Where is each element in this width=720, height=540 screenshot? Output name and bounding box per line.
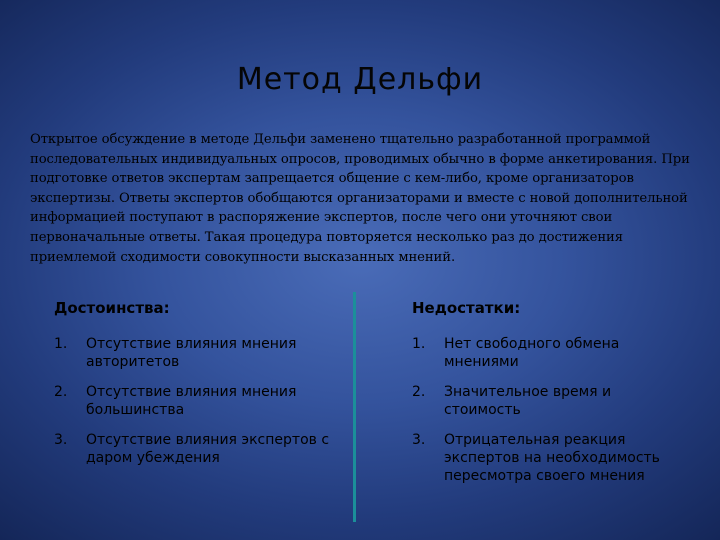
advantage-text: Отсутствие влияния мнения авторитетов: [86, 336, 297, 370]
disadvantages-heading: Недостатки:: [412, 299, 521, 317]
advantage-item: [54, 335, 344, 371]
disadvantage-number: 3.: [412, 432, 426, 448]
advantage-item: [54, 383, 344, 419]
disadvantages-column: [412, 297, 682, 497]
advantage-item: [54, 431, 344, 467]
advantages-heading: Достоинства:: [54, 299, 170, 317]
advantage-number: 2.: [54, 384, 68, 400]
disadvantage-item: [412, 431, 682, 485]
disadvantage-item: [412, 383, 682, 419]
disadvantage-item: [412, 335, 682, 371]
disadvantage-text: Значительное время и стоимость: [444, 384, 612, 418]
disadvantage-number: 2.: [412, 384, 426, 400]
disadvantage-number: 1.: [412, 336, 426, 352]
advantage-text: Отсутствие влияния мнения большинства: [86, 384, 297, 418]
disadvantage-text: Нет свободного обмена мнениями: [444, 336, 620, 370]
advantage-number: 3.: [54, 432, 68, 448]
disadvantage-text: Отрицательная реакция экспертов на необходимость пересмотра своего мнения: [444, 432, 660, 484]
advantage-number: 1.: [54, 336, 68, 352]
slide-title: Метод Дельфи: [236, 62, 484, 97]
column-divider: [353, 292, 356, 522]
advantages-column: [54, 297, 344, 479]
advantage-text: Отсутствие влияния экспертов с даром убеждения: [86, 432, 330, 466]
intro-paragraph: Открытое обсуждение в методе Дельфи заменено тщательно разработанной программой последовательных индивидуальных опросов, проводимых обычно в форме анкетирования. При подготовке ответов экспертам запрещается общение с кем-либо, кроме организаторов экспертизы. Ответы экспертов обобщаются организаторами и вместе с новой дополнительной информацией поступают в распоряжение экспертов, после чего они уточняют свои первоначальные ответы. Такая процедура повторяется несколько раз до достижения приемлемой сходимости совокупности высказанных мнений.: [30, 132, 690, 265]
